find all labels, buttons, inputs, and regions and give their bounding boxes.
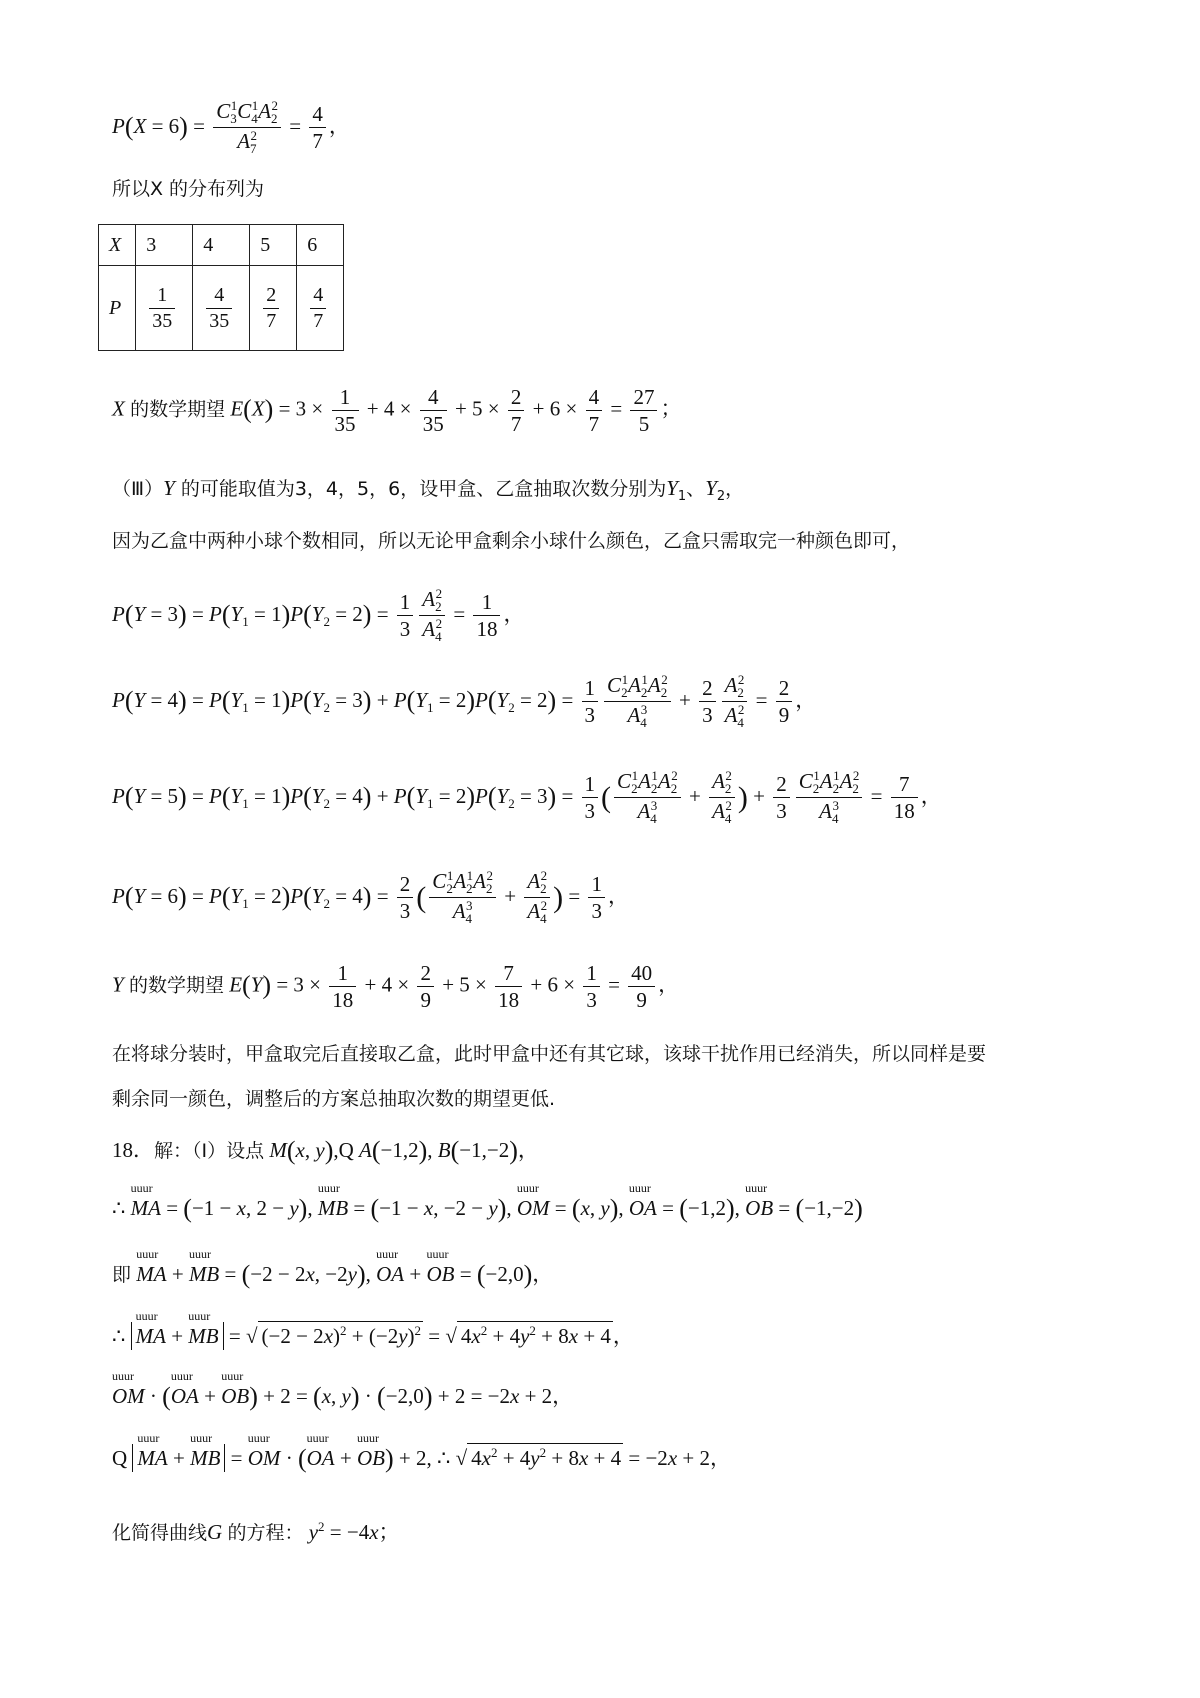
expectation-x-line: X 的数学期望 E(X) = 3 × $\frac{1}{35}$ + 4 × $\frac{4}{35}$ + 5 × $\frac{2}{7}$ + 6 × $\frac{4}{7}$ = $\frac{27}{5}$ ； [112, 385, 682, 437]
prob-y4-line: $P(Y = 4) = P(Y_1 = 1)P(Y_2 = 3) + P(Y_1 = 2)P(Y_2 = 2)$ = $\frac{1}{3}$ $\frac{C_2^1A_2^1A_2^2}{A_4^3}$ + $\frac{2}{3}$ $\frac{A_2^2}{A_4^2}$ = $\frac{2}{9}$ ， [112, 672, 817, 731]
dot-product-line: uuur OM · (uuur OA + uuur OB) + 2 = (x, y) · (−2,0) + 2 = −2x + 2， [112, 1384, 573, 1410]
part3-reason: 因为乙盒中两种小球个数相同，所以无论甲盒剩余小球什么颜色，乙盒只需取完一种颜色即可， [112, 530, 911, 552]
header-5: 5 [250, 225, 297, 266]
magnitude-line: ∴ uuur MA + uuur MB = √ $(-2 - 2x)^2 + (-2y)^2$ = √ $4x^2 + 4y^2 + 8x + 4$， [112, 1324, 634, 1347]
p-3: $\frac{1}{35}$ [136, 266, 193, 351]
q18-header: 18．解：（Ⅰ）设点 M(x, y),Q A(−1,2), B(−1,−2)， [112, 1136, 539, 1165]
vectors-line: ∴ uuur MA = (−1 − x, 2 − y), uuur MB = (−1 − x, −2 − y), uuur OM = (x, y), uuur OA = (−1,2), uuur OB = (−1,−2) [112, 1196, 863, 1222]
header-x: X [99, 225, 136, 266]
prob-y3-line: $P(Y = 3) = P(Y_1 = 1)P(Y_2 = 2)$ = $\frac{1}{3}$ $\frac{A_2^2}{A_4^2}$ = $\frac{1}{18}$ ， [112, 586, 525, 645]
distribution-table [98, 224, 344, 351]
row-p-label: P [99, 266, 136, 351]
part3-intro: （Ⅲ）Y 的可能取值为3，4，5，6，设甲盒、乙盒抽取次数分别为$Y_1$、$Y_2$， [112, 476, 745, 504]
vector-sum-line: 即 uuur MA + uuur MB = (−2 − 2x, −2y), uuur OA + uuur OB = (−2,0)， [112, 1262, 553, 1288]
curve-equation-line: 化简得曲线G 的方程： $y^2 = -4x$； [112, 1519, 400, 1544]
conclusion-line-1: 在将球分装时，甲盒取完后直接取乙盒，此时甲盒中还有其它球，该球干扰作用已经消失，所以同样是要 [112, 1043, 987, 1065]
equation-line: Q uuur MA + uuur MB = uuur OM · (uuur OA + uuur OB) + 2, ∴ √ $4x^2 + 4y^2 + 8x + 4 = -2x + 2$， [112, 1446, 731, 1472]
prob-y5-line: $P(Y = 5) = P(Y_1 = 1)P(Y_2 = 4) + P(Y_1 = 2)P(Y_2 = 3)$ = $\frac{1}{3}$ ( $\frac{C_2^1A_2^1A_2^2}{A_4^3}$ + $\frac{A_2^2}{A_4^2}$ ) + $\frac{2}{3}$ $\frac{C_2^1A_2^1A_2^2}{A_4^3}$ = $\frac{7}{18}$ ， [112, 768, 942, 827]
p-6: $\frac{4}{7}$ [297, 266, 344, 351]
distribution-intro: 所以X 的分布列为 [112, 178, 265, 200]
expectation-y-line: Y 的数学期望 E(Y) = 3 × $\frac{1}{18}$ + 4 × $\frac{2}{9}$ + 5 × $\frac{7}{18}$ + 6 × $\frac{1}{3}$ = $\frac{40}{9}$ ， [112, 961, 680, 1013]
prob-y6-line: $P(Y = 6) = P(Y_1 = 2)P(Y_2 = 4)$ = $\frac{2}{3}$ ( $\frac{C_2^1A_2^1A_2^2}{A_4^3}$ + $\frac{A_2^2}{A_4^2}$ ) = $\frac{1}{3}$ ， [112, 868, 629, 927]
header-6: 6 [297, 225, 344, 266]
p-5: $\frac{2}{7}$ [250, 266, 297, 351]
prob-x6-line: P(X = 6) = $\frac{C_3^1C_4^1A_2^2}{A_7^2}$ = $\frac{4}{7}$ ， [112, 98, 350, 157]
header-3: 3 [136, 225, 193, 266]
header-4: 4 [193, 225, 250, 266]
conclusion-line-2: 剩余同一颜色，调整后的方案总抽取次数的期望更低. [112, 1088, 556, 1110]
p-4: $\frac{4}{35}$ [193, 266, 250, 351]
